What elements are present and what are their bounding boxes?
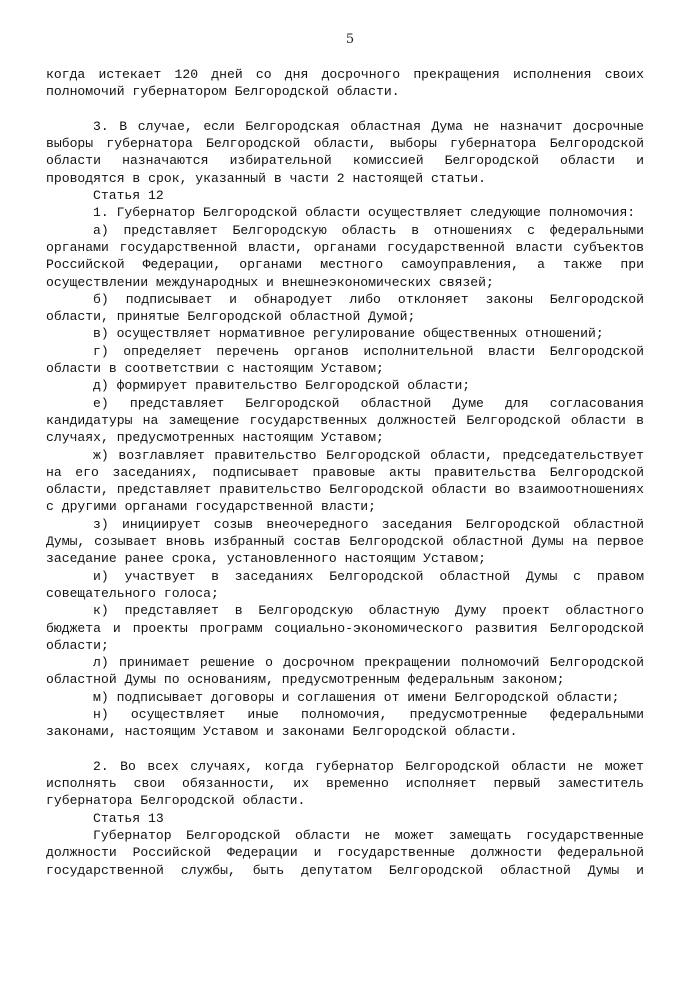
- article-13-title: Статья 13: [93, 810, 164, 826]
- article-13-text: Губернатор Белгородской области не может замещать государственные должности Российской Федерации и государственные должности федеральной государственной службы, быть депутатом Белгородской областной Думы и: [46, 828, 644, 878]
- article-12-paragraph-2: 2. Во всех случаях, когда губернатор Белгородской области не может исполнять свои обязанности, их временно исполняет первый заместитель губернатора Белгородской области.: [46, 758, 644, 809]
- list-item-n: н) осуществляет иные полномочия, предусмотренные федеральными законами, настоящим Уставом и законами Белгородской области.: [46, 706, 644, 740]
- list-item-l: л) принимает решение о досрочном прекращении полномочий Белгородской областной Думы по основаниям, предусмотренным федеральным законом;: [46, 655, 644, 688]
- list-item-b: б) подписывает и обнародует либо отклоняет законы Белгородской области, принятые Белгородской областной Думой;: [46, 291, 644, 325]
- article-12-title: Статья 12: [93, 188, 164, 204]
- list-item-d: д) формирует правительство Белгородской области;: [93, 378, 471, 394]
- list-item-g: г) определяет перечень органов исполнительной власти Белгородской области в соответствии с настоящим Уставом;: [46, 343, 644, 377]
- document-body: [46, 66, 644, 879]
- list-item-k: к) представляет в Белгородскую областную Думу проект областного бюджета и проекты программ социально-экономического развития Белгородской области;: [46, 603, 644, 653]
- list-item-e: е) представляет Белгородской областной Думе для согласования кандидатуры на замещение государственных должностей Белгородской области в случаях, предусмотренных настоящим Уставом;: [46, 395, 644, 446]
- intro-paragraph: когда истекает 120 дней со дня досрочного прекращения исполнения своих полномочий губернатором Белгородской области.: [46, 67, 644, 100]
- page-number: 5: [345, 32, 355, 47]
- paragraph-3: 3. В случае, если Белгородская областная Дума не назначит досрочные выборы губернатора Белгородской области, выборы губернатора Белгородской области назначаются избирательной комиссией Белгородской области и проводятся в срок, указанный в части 2 настоящей статьи.: [46, 118, 644, 186]
- list-item-zh: ж) возглавляет правительство Белгородской области, председательствует на его заседаниях, подписывает правовые акты правительства Белгородской области, представляет правительство Белгородской области во взаимоотношениях с другими органами государственной власти;: [46, 447, 644, 515]
- article-12-intro: 1. Губернатор Белгородской области осуществляет следующие полномочия:: [93, 205, 636, 221]
- list-item-v: в) осуществляет нормативное регулирование общественных отношений;: [93, 326, 604, 342]
- list-item-z: з) инициирует созыв внеочередного заседания Белгородской областной Думы, созывает вновь избранный состав Белгородской областной Думы на первое заседание ранее срока, установленного настоящим Уставом;: [46, 516, 644, 567]
- list-item-i: и) участвует в заседаниях Белгородской областной Думы с правом совещательного голоса;: [46, 568, 644, 601]
- list-item-a: а) представляет Белгородскую область в отношениях с федеральными органами государственной власти, органами государственной власти субъектов Российской Федерации, органами местного самоуправления, а также при осуществлении международных и внешнеэкономических связей;: [46, 222, 644, 290]
- list-item-m: м) подписывает договоры и соглашения от имени Белгородской области;: [93, 689, 620, 705]
